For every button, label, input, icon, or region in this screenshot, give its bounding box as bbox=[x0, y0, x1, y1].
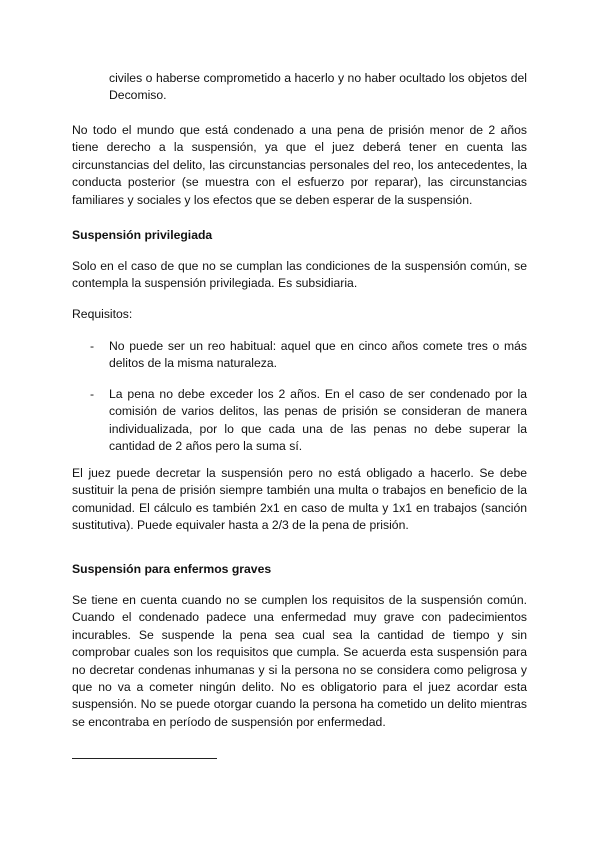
list-item-pena-dos-anos: La pena no debe exceder los 2 años. En el caso de ser condenado por la comisión de varios delitos, las penas de prisión se consideran de manera individualizada, por lo que cada una de las penas no debe superar la cantidad de 2 años pero la suma sí. bbox=[109, 387, 527, 454]
heading-suspension-enfermos-graves: Suspensión para enfermos graves bbox=[72, 562, 272, 576]
heading-suspension-privilegiada: Suspensión privilegiada bbox=[72, 228, 213, 242]
list-bullet-dash: - bbox=[90, 339, 95, 353]
paragraph-privilegiada-intro: Solo en el caso de que no se cumplan las condiciones de la suspensión común, se contempla la suspensión privilegiada. Es subsidiaria. bbox=[72, 259, 527, 291]
paragraph-enfermos-graves: Se tiene en cuenta cuando no se cumplen los requisitos de la suspensión común. Cuando el condenado padece una enfermedad muy grave con padecimientos incurables. Se suspende la pena sea cual sea la cantidad de tiempo y sin comprobar cuales son los requisitos que cumpla. Se acuerda esta suspensión para no decretar condenas inhumanas y si la persona no se considera como peligrosa y que no va a cometer ningún delito. No es obligatorio para el juez acordar esta suspensión. No se puede otorgar cuando la persona ha cometido un delito mientras se encontraba en período de suspensión por enfermedad. bbox=[72, 593, 527, 729]
list-bullet-dash: - bbox=[90, 387, 95, 401]
paragraph-privilegiada-closing: El juez puede decretar la suspensión pero no está obligado a hacerlo. Se debe sustituir la pena de prisión siempre también una multa o trabajos en beneficio de la comunidad. El cálculo es también 2x1 en caso de multa y 1x1 en trabajos (sanción sustitutiva). Puede equivaler hasta a 2/3 de la pena de prisión. bbox=[72, 466, 527, 533]
footnote-divider bbox=[72, 758, 217, 759]
requisitos-label: Requisitos: bbox=[72, 307, 133, 321]
paragraph-suspension-criteria: No todo el mundo que está condenado a una pena de prisión menor de 2 años tiene derecho a la suspensión, ya que el juez deberá tener en cuenta las circunstancias del delito, las circunstancias personales del reo, los antecedentes, la conducta posterior (se muestra con el esfuerzo por reparar), las circunstancias familiares y sociales y los efectos que se deben esperar de la suspensión. bbox=[72, 123, 527, 207]
continuation-text: civiles o haberse comprometido a hacerlo y no haber ocultado los objetos del Decomiso. bbox=[109, 71, 527, 103]
list-item-reo-habitual: No puede ser un reo habitual: aquel que en cinco años comete tres o más delitos de la misma naturaleza. bbox=[109, 339, 527, 371]
